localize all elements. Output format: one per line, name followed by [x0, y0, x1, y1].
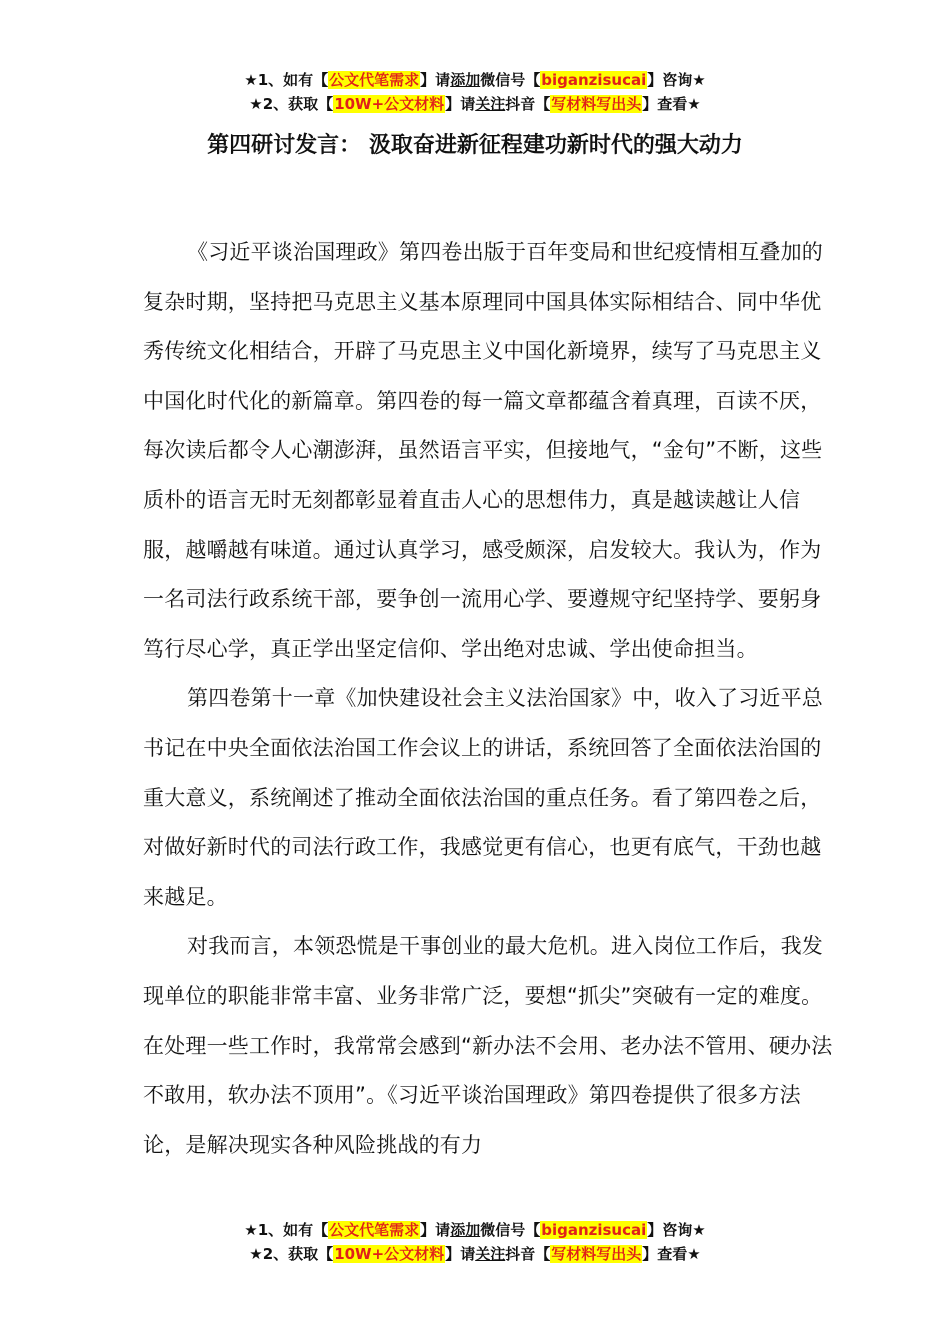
banner-text: 】查看★: [642, 95, 701, 113]
highlight-service: 公文代笔需求: [329, 71, 420, 89]
paragraph: 《习近平谈治国理政》第四卷出版于百年变局和世纪疫情相互叠加的复杂时期，坚持把马克思主义基本原理同中国具体实际相结合、同中华优秀传统文化相结合，开辟了马克思主义中国化新境界，续写了马克思主义中国化时代化的新篇章。第四卷的每一篇文章都蕴含着真理，百读不厌，每次读后都令人心潮澎湃，虽然语言平实，但接地气，“金句”不断，这些质朴的语言无时无刻都彰显着直击人心的思想伟力，真是越读越让人信服，越嚼越有味道。通过认真学习，感受颇深，启发较大。我认为，作为一名司法行政系统干部，要争创一流用心学、要遵规守纪坚持学、要躬身笃行尽心学，真正学出坚定信仰、学出绝对忠诚、学出使命担当。: [143, 240, 823, 661]
banner-text: ★2、获取【: [249, 95, 334, 113]
banner-text: 抖音【: [505, 95, 551, 113]
highlight-douyin: 写材料写出头: [551, 95, 642, 113]
banner-text: 】咨询★: [647, 71, 706, 89]
banner-text: 】请: [420, 71, 451, 89]
highlight-service: 公文代笔需求: [329, 1221, 420, 1239]
banner-line-1: [0, 68, 950, 92]
banner-text: 】请: [445, 1245, 476, 1263]
document-title: 第四研讨发言： 汲取奋进新征程建功新时代的强大动力: [207, 133, 743, 158]
banner-text: 】请: [420, 1221, 451, 1239]
banner-text: 】查看★: [642, 1245, 701, 1263]
banner-text: ★1、如有【: [244, 1221, 329, 1239]
banner-text: 】咨询★: [647, 1221, 706, 1239]
banner-text: ★2、获取【: [249, 1245, 334, 1263]
banner-line-2: [0, 1242, 950, 1266]
underlined-text: 添加: [450, 1221, 481, 1239]
underlined-text: 关注: [475, 95, 506, 113]
paragraph: 第四卷第十一章《加快建设社会主义法治国家》中，收入了习近平总书记在中央全面依法治国工作会议上的讲话，系统回答了全面依法治国的重大意义，系统阐述了推动全面依法治国的重点任务。看了第四卷之后，对做好新时代的司法行政工作，我感觉更有信心，也更有底气，干劲也越来越足。: [143, 686, 823, 909]
highlight-wechat-id: biganzisucai: [541, 71, 647, 89]
highlight-materials: 10W+公文材料: [334, 1245, 445, 1263]
banner-text: ★1、如有【: [244, 71, 329, 89]
banner-text: 微信号【: [480, 71, 541, 89]
underlined-text: 添加: [450, 71, 481, 89]
footer-banner: [0, 1218, 950, 1266]
banner-text: 微信号【: [480, 1221, 541, 1239]
banner-text: 抖音【: [505, 1245, 551, 1263]
highlight-wechat-id: biganzisucai: [541, 1221, 647, 1239]
header-banner: [0, 68, 950, 116]
document-body: [143, 228, 833, 1170]
paragraph: 对我而言，本领恐慌是干事创业的最大危机。进入岗位工作后，我发现单位的职能非常丰富、业务非常广泛，要想“抓尖”突破有一定的难度。在处理一些工作时，我常常会感到“新办法不会用、老办法不管用、硬办法不敢用，软办法不顶用”。《习近平谈治国理政》第四卷提供了很多方法论，是解决现实各种风险挑战的有力: [143, 934, 833, 1157]
highlight-materials: 10W+公文材料: [334, 95, 445, 113]
banner-line-2: [0, 92, 950, 116]
banner-text: 】请: [445, 95, 476, 113]
underlined-text: 关注: [475, 1245, 506, 1263]
highlight-douyin: 写材料写出头: [551, 1245, 642, 1263]
banner-line-1: [0, 1218, 950, 1242]
